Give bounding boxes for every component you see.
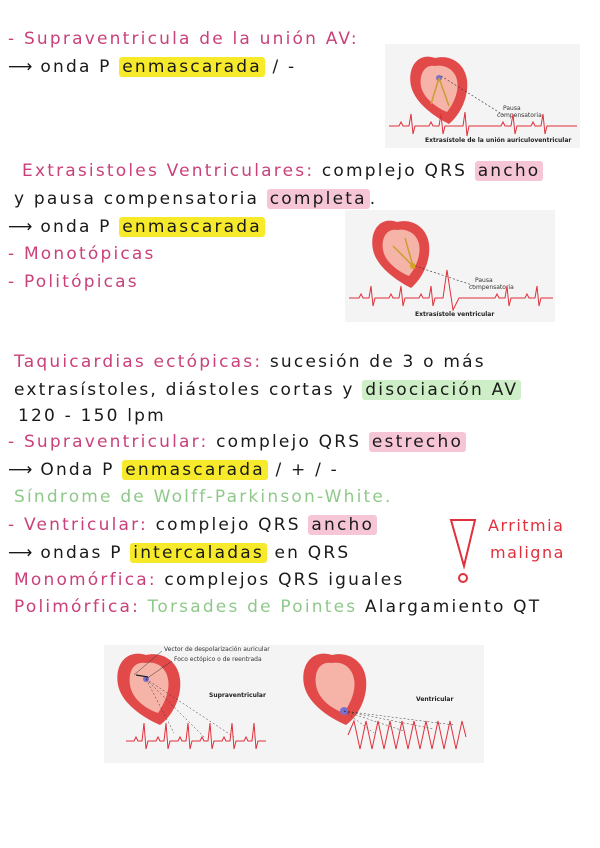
highlight-masked: enmascarada <box>119 57 265 77</box>
pause-label: compensatoria <box>497 112 542 119</box>
label-atrial-vector: Vector de despolarización auricular <box>164 646 270 653</box>
text-fragment: y pausa compensatoria <box>14 189 260 209</box>
note-line-supraventricular-p-wave <box>8 459 339 481</box>
warning-text-arrhythmia: Arritmia <box>488 516 565 535</box>
pause-label: Pausa <box>475 277 493 284</box>
text-fragment: onda P <box>40 57 112 77</box>
note-heart-rate: 120 - 150 lpm <box>18 406 166 426</box>
arrow-icon: ⟶ <box>8 460 33 480</box>
note-line-pause <box>14 188 377 210</box>
note-line-junctional-p-wave <box>8 56 296 78</box>
arrow-icon: ⟶ <box>8 217 33 237</box>
pause-label: compensatoria <box>469 284 514 291</box>
highlight-av-dissociation: disociación AV <box>362 380 521 400</box>
text-fragment: Alargamiento QT <box>364 597 542 617</box>
text-fragment: ondas P <box>40 543 123 563</box>
note-line-ventricular-p-wave <box>8 216 265 238</box>
label-ectopic-focus: Foco ectópico o de reentrada <box>174 656 262 663</box>
heading-ectopic-tachycardia <box>14 351 486 373</box>
title-fragment: - Ventricular: <box>8 515 148 535</box>
figure-ventricular-extrasystole <box>345 210 555 322</box>
ecg-trace <box>389 112 577 136</box>
note-line-monomorphic <box>14 569 404 591</box>
note-wpw-syndrome: Síndrome de Wolff-Parkinson-White. <box>14 487 393 507</box>
label-supraventricular: Supraventricular <box>209 692 266 699</box>
label-ventricular: Ventricular <box>416 696 454 703</box>
arrow-icon: ⟶ <box>8 57 33 77</box>
highlight-masked: enmascarada <box>119 217 265 237</box>
warning-icon <box>448 516 478 586</box>
highlight-wide: ancho <box>308 515 377 535</box>
title-fragment: - Supraventricular: <box>8 432 209 452</box>
figure-tachycardia-mechanisms <box>104 645 484 763</box>
highlight-intercalated: intercaladas <box>130 543 267 563</box>
heart-illustration <box>372 221 475 288</box>
text-fragment: sucesión de 3 o más <box>269 352 486 372</box>
highlight-wide: ancho <box>475 161 544 181</box>
warning-text-malignant: maligna <box>490 543 565 562</box>
figure-caption: Extrasístole de la unión auriculoventricular <box>425 137 572 144</box>
note-polytopic: - Politópicas <box>8 272 139 292</box>
text-fragment: complejo QRS <box>321 161 468 181</box>
text-fragment: Onda P <box>40 460 115 480</box>
text-fragment: / - <box>272 57 297 77</box>
torsades-text: Torsades de Pointes <box>147 597 358 617</box>
text-fragment: extrasístoles, diástoles cortas y <box>14 380 355 400</box>
text-fragment: complejo QRS <box>216 432 362 452</box>
ecg-trace-supraventricular <box>126 723 266 749</box>
highlight-masked: enmascarada <box>122 460 268 480</box>
note-monotopic: - Monotópicas <box>8 244 156 264</box>
note-line-diastoles <box>14 379 521 401</box>
title-fragment: Monomórfica: <box>14 570 157 590</box>
note-line-ventricular <box>8 514 377 536</box>
text-fragment: en QRS <box>274 543 351 563</box>
heart-illustration-ventricular <box>303 654 366 725</box>
title-fragment: Taquicardias ectópicas: <box>14 352 263 372</box>
heart-illustration <box>410 57 505 124</box>
title-fragment: Polimórfica: <box>14 597 141 617</box>
note-line-supraventricular <box>8 431 466 453</box>
text-fragment: / + / - <box>275 460 339 480</box>
note-line-polymorphic <box>14 596 541 618</box>
figure-junctional-extrasystole <box>385 44 580 148</box>
highlight-narrow: estrecho <box>369 432 466 452</box>
note-line-ventricular-p-wave <box>8 542 350 564</box>
highlight-complete: completa <box>267 189 370 209</box>
text-fragment: . <box>369 189 378 209</box>
title-fragment: Extrasistoles Ventriculares: <box>22 161 315 181</box>
ecg-trace-ventricular <box>348 721 466 749</box>
text-fragment: complejo QRS <box>155 515 301 535</box>
arrow-icon: ⟶ <box>8 543 33 563</box>
text-fragment: complejos QRS iguales <box>164 570 405 590</box>
heading-ventricular-extrasystole <box>22 160 543 182</box>
text-fragment: onda P <box>40 217 112 237</box>
pause-label: Pausa <box>503 105 521 112</box>
ecg-trace <box>349 270 553 310</box>
heading-junctional-extrasystole: - Supraventricula de la unión AV: <box>8 29 359 49</box>
heart-illustration-supraventricular <box>117 654 180 725</box>
figure-caption: Extrasístole ventricular <box>415 311 495 318</box>
